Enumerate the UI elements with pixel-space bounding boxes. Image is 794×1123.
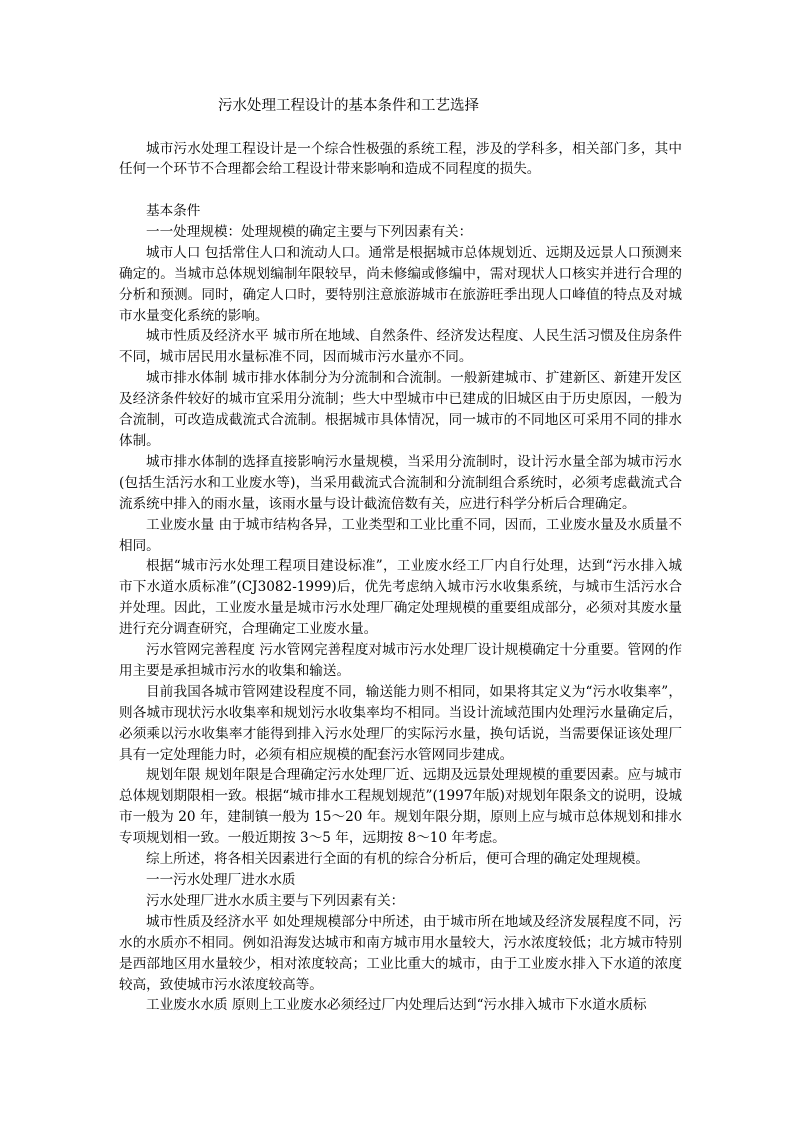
paragraph-industrial-wastewater-quality: 工业废水水质 原则上工业废水必须经过厂内处理后达到“污水排入城市下水道水质标	[146, 997, 647, 1014]
paragraph-industrial-wastewater-volume: 工业废水量 由于城市结构各异，工业类型和工业比重不同，因而，工业废水量及水质量不相同。	[119, 516, 682, 554]
subsection-heading-scale: 一一处理规模：处理规模的确定主要与下列因素有关：	[146, 223, 473, 240]
intro-paragraph: 城市污水处理工程设计是一个综合性极强的系统工程，涉及的学科多，相关部门多，其中任何一个环节不合理都会给工程设计带来影响和造成不同程度的损失。	[119, 141, 682, 177]
paragraph-summary: 综上所述，将各相关因素进行全面的有机的综合分析后，便可合理的确定处理规模。	[146, 851, 649, 868]
paragraph-drainage-choice: 城市排水体制的选择直接影响污水量规模，当采用分流制时，设计污水量全部为城市污水(包括生活污水和工业废水等)，当采用截流式合流制和分流制组合系统时，必须考虑截流式合流系统中排入的雨水量，该雨水量与设计截流倍数有关，应进行科学分析后合理确定。	[119, 453, 682, 512]
document-title: 污水处理工程设计的基本条件和工艺选择	[218, 98, 479, 114]
subsection-heading-influent-quality: 一一污水处理厂进水水质	[146, 872, 296, 888]
paragraph-influent-factors: 污水处理厂进水水质主要与下列因素有关：	[146, 892, 405, 909]
paragraph-standard-reference: 根据“城市污水处理工程项目建设标准”，工业废水经工厂内自行处理，达到“污水排入城市下水道水质标准”(CJ3082-1999)后，优先考虑纳入城市污水收集系统，与城市生活污水合并处理。因此，工业废水量是城市污水处理厂确定处理规模的重要组成部分，必须对其废水量进行充分调查研究，合理确定工业废水量。	[119, 558, 682, 638]
paragraph-planning-period: 规划年限 规划年限是合理确定污水处理厂近、远期及远景处理规模的重要因素。应与城市总体规划期限相一致。根据“城市排水工程规划规范”(1997年版)对规划年限条文的说明，设城市一般为 20 年，建制镇一般为 15～20 年。规划年限分期，原则上应与城市总体规划和排水专项规划相一致。一般近期按 3～5 年，远期按 8～10 年考虑。	[119, 767, 682, 847]
paragraph-sewer-network: 污水管网完善程度 污水管网完善程度对城市污水处理厂设计规模确定十分重要。管网的作用主要是承担城市污水的收集和输送。	[119, 642, 682, 679]
paragraph-urban-population: 城市人口 包括常住人口和流动人口。通常是根据城市总体规划近、远期及远景人口预测来确定的。当城市总体规划编制年限较早，尚未修编或修编中，需对现状人口核实并进行合理的分析和预测。同时，确定人口时，要特别注意旅游城市在旅游旺季出现人口峰值的特点及对城市水量变化系统的影响。	[119, 244, 682, 324]
document-body	[119, 201, 682, 1016]
section-heading-basic-conditions: 基本条件	[146, 203, 201, 219]
paragraph-drainage-system: 城市排水体制 城市排水体制分为分流制和合流制。一般新建城市、扩建新区、新建开发区及经济条件较好的城市宜采用分流制；些大中型城市中已建成的旧城区由于历史原因，一般为合流制，可改造成截流式合流制。根据城市具体情况，同一城市的不同地区可采用不同的排水体制。	[119, 370, 682, 449]
paragraph-city-nature-economy: 城市性质及经济水平 城市所在地域、自然条件、经济发达程度、人民生活习惯及住房条件不同，城市居民用水量标准不同，因而城市污水量亦不同。	[119, 328, 682, 366]
paragraph-collection-rate: 目前我国各城市管网建设程度不同，输送能力则不相同，如果将其定义为“污水收集率”，则各城市现状污水收集率和规划污水收集率均不相同。当设计流域范围内处理污水量确定后，必须乘以污水收集率才能得到排入污水处理厂的实际污水量，换句话说，当需要保证该处理厂具有一定处理能力时，必须有相应规模的配套污水管网同步建成。	[119, 683, 682, 763]
paragraph-city-nature-quality: 城市性质及经济水平 如处理规模部分中所述，由于城市所在地域及经济发展程度不同，污水的水质亦不相同。例如沿海发达城市和南方城市用水量较大，污水浓度较低；北方城市特别是西部地区用水量较少，相对浓度较高；工业比重大的城市，由于工业废水排入下水道的浓度较高，致使城市污水浓度较高等。	[119, 913, 682, 993]
